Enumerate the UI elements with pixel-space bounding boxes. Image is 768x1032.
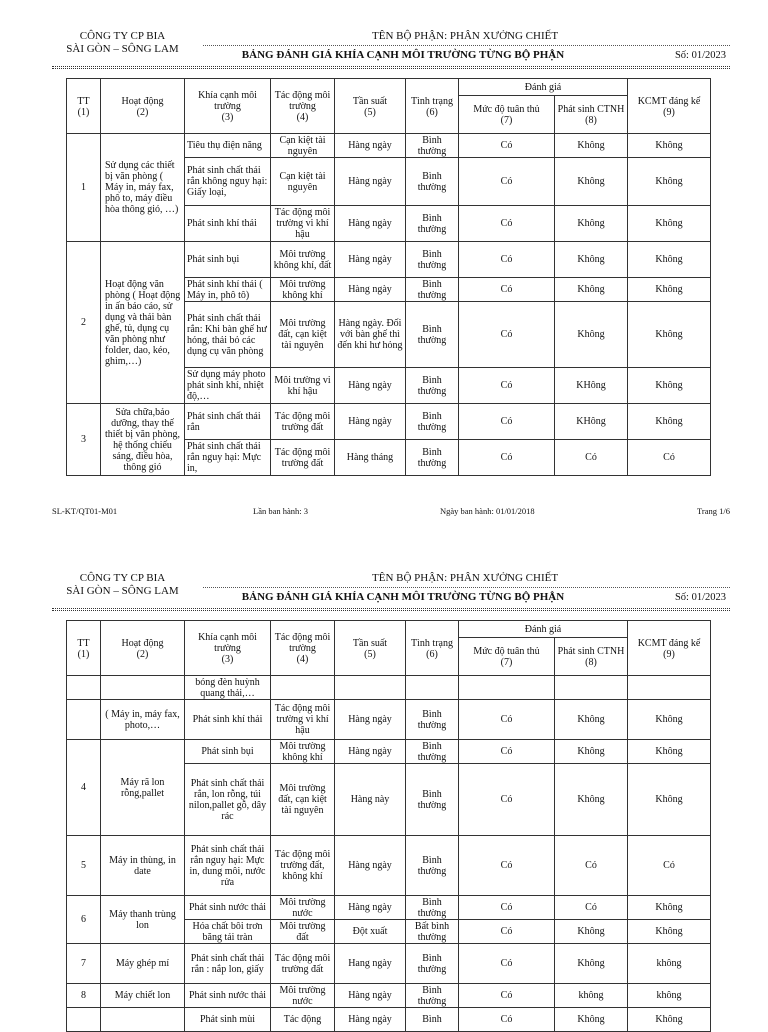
compliance-cell: Có [459,700,555,740]
activity-cell: Hoạt động văn phòng ( Hoạt động in ấn báo cáo, sử dụng và thải bàn ghế, tủ, dụng cụ văn phòng như folder, dao, kéo, ghim,…) [101,242,185,404]
company-line-2: SÀI GÒN – SÔNG LAM [66,585,179,597]
col-impact: Tác động môi trường (4) [271,621,335,676]
compliance-cell: Có [459,158,555,206]
aspect-cell: Phát sinh chất thải rắn [185,404,271,440]
frequency-cell: Hàng ngày [335,158,406,206]
frequency-cell: Hàng ngày [335,1008,406,1032]
page-header [0,30,768,74]
activity-cell: Máy in thùng, in date [101,836,185,896]
aspect-cell: Phát sinh khí thải ( Máy in, phô tô) [185,278,271,302]
status-cell: Bình thường [406,944,459,984]
aspect-cell: Phát sinh chất thải rắn không nguy hại: Giấy loại, [185,158,271,206]
frequency-cell: Hàng tháng [335,440,406,476]
compliance-cell: Có [459,764,555,836]
hazardous-waste-cell: Có [555,896,628,920]
tt-cell [67,700,101,740]
impact-cell: Tác động môi trường vi khí hậu [271,700,335,740]
significant-cell: Không [628,134,711,158]
status-cell: Bình thường [406,984,459,1008]
tt-cell: 5 [67,836,101,896]
hazardous-waste-cell: Không [555,242,628,278]
table-header [67,621,711,676]
hazardous-waste-cell: KHông [555,368,628,404]
company-name [40,572,205,598]
table-row [67,984,711,1008]
significant-cell [628,676,711,700]
compliance-cell: Có [459,368,555,404]
frequency-cell: Đột xuất [335,920,406,944]
col-status: Tình trạng (6) [406,621,459,676]
table-row [67,1008,711,1032]
status-cell: Bình thường [406,896,459,920]
footer-page: Trang 1/6 [697,506,730,516]
tt-cell: 4 [67,740,101,836]
table-row [67,404,711,440]
compliance-cell: Có [459,302,555,368]
frequency-cell: Hàng ngày [335,242,406,278]
hazardous-waste-cell: Không [555,944,628,984]
col-hazardous-waste: Phát sinh CTNH (8) [555,96,628,134]
aspect-cell: Phát sinh chất thải rắn nguy hại: Mực in, dung môi, nước rửa [185,836,271,896]
significant-cell: Có [628,440,711,476]
tt-cell: 3 [67,404,101,476]
col-frequency: Tần suất (5) [335,621,406,676]
company-name [40,30,205,56]
col-compliance: Mức độ tuân thủ (7) [459,638,555,676]
table-body [67,676,711,1032]
hazardous-waste-cell: không [555,984,628,1008]
aspect-cell: Phát sinh nước thải [185,984,271,1008]
hazardous-waste-cell: Có [555,440,628,476]
col-impact: Tác động môi trường (4) [271,79,335,134]
compliance-cell [459,676,555,700]
aspect-cell: Phát sinh chất thải rắn : nắp lon, giấy [185,944,271,984]
activity-cell [101,676,185,700]
header-rule [52,66,730,67]
header-separator [203,587,730,588]
aspect-cell: Tiêu thụ điện năng [185,134,271,158]
impact-cell: Tác động môi trường đất, không khí [271,836,335,896]
impact-cell: Tác động môi trường vi khí hậu [271,206,335,242]
tt-cell: 2 [67,242,101,404]
assessment-table-page-2 [66,620,711,1032]
document-title: BẢNG ĐÁNH GIÁ KHÍA CẠNH MÔI TRƯỜNG TỪNG BỘ PHẬN [241,591,565,603]
status-cell: Bình thường [406,242,459,278]
table-row [67,896,711,920]
aspect-cell: Phát sinh chất thải rắn nguy hại: Mực in, [185,440,271,476]
compliance-cell: Có [459,206,555,242]
significant-cell: Không [628,368,711,404]
document-number: Số: 01/2023 [674,592,726,603]
compliance-cell: Có [459,1008,555,1032]
frequency-cell: Hàng ngày [335,984,406,1008]
status-cell: Bình thường [406,404,459,440]
activity-cell: Máy rã lon rỗng,pallet [101,740,185,836]
department-name: TÊN BỘ PHẬN: PHÂN XƯỞNG CHIẾT [372,30,559,42]
aspect-cell: Phát sinh bụi [185,740,271,764]
aspect-cell: Hóa chất bôi trơn băng tải tràn [185,920,271,944]
header-rule-2 [52,610,730,611]
hazardous-waste-cell: KHông [555,404,628,440]
status-cell: Bình thường [406,700,459,740]
significant-cell: Không [628,740,711,764]
compliance-cell: Có [459,278,555,302]
status-cell: Bình thường [406,836,459,896]
status-cell: Bình thường [406,278,459,302]
significant-cell: Không [628,896,711,920]
activity-cell [101,1008,185,1032]
significant-cell: không [628,984,711,1008]
hazardous-waste-cell: Có [555,836,628,896]
col-tt: TT (1) [67,621,101,676]
status-cell: Bình thường [406,134,459,158]
col-significant: KCMT đáng kể (9) [628,79,711,134]
activity-cell: Sử dụng các thiết bị văn phòng ( Máy in, máy fax, phô to, máy điều hòa thông gió, …) [101,134,185,242]
col-evaluation: Đánh giá [459,621,628,638]
compliance-cell: Có [459,836,555,896]
status-cell: Bất bình thường [406,920,459,944]
compliance-cell: Có [459,944,555,984]
significant-cell: Không [628,278,711,302]
status-cell: Bình thường [406,368,459,404]
status-cell: Bình thường [406,302,459,368]
activity-cell: Máy chiết lon [101,984,185,1008]
frequency-cell: Hàng ngày. Đối với bàn ghế thì đến khi hư hỏng [335,302,406,368]
company-line-2: SÀI GÒN – SÔNG LAM [66,43,179,55]
footer-date: Ngày ban hành: 01/01/2018 [440,506,535,516]
table-row [67,676,711,700]
activity-cell: Máy thanh trùng lon [101,896,185,944]
aspect-cell: bóng đèn huỳnh quang thải,… [185,676,271,700]
col-compliance: Mức độ tuân thủ (7) [459,96,555,134]
impact-cell: Môi trường đất, cạn kiệt tài nguyên [271,764,335,836]
frequency-cell: Hàng ngày [335,740,406,764]
col-evaluation: Đánh giá [459,79,628,96]
frequency-cell: Hàng ngày [335,206,406,242]
compliance-cell: Có [459,896,555,920]
significant-cell: Không [628,764,711,836]
frequency-cell: Hàng này [335,764,406,836]
hazardous-waste-cell: Không [555,206,628,242]
hazardous-waste-cell: Không [555,158,628,206]
footer-edition: Lần ban hành: 3 [253,506,308,516]
compliance-cell: Có [459,440,555,476]
aspect-cell: Phát sinh bụi [185,242,271,278]
table-row [67,700,711,740]
compliance-cell: Có [459,984,555,1008]
hazardous-waste-cell: Không [555,700,628,740]
frequency-cell: Hang ngày [335,944,406,984]
table-row [67,740,711,764]
impact-cell: Môi trường không khí [271,278,335,302]
status-cell: Bình thường [406,740,459,764]
aspect-cell: Phát sinh khí thải [185,700,271,740]
frequency-cell: Hàng ngày [335,134,406,158]
table-row [67,944,711,984]
impact-cell: Môi trường đất, cạn kiệt tài nguyên [271,302,335,368]
aspect-cell: Phát sinh nước thải [185,896,271,920]
activity-cell: Máy ghép mí [101,944,185,984]
compliance-cell: Có [459,242,555,278]
frequency-cell: Hàng ngày [335,700,406,740]
document-number: Số: 01/2023 [674,50,726,61]
aspect-cell: Phát sinh khí thải [185,206,271,242]
hazardous-waste-cell: Không [555,740,628,764]
col-status: Tình trạng (6) [406,79,459,134]
impact-cell: Môi trường nước [271,984,335,1008]
col-activity: Hoạt động (2) [101,621,185,676]
significant-cell: Không [628,242,711,278]
page-header [0,572,768,616]
impact-cell: Tác động môi trường đất [271,440,335,476]
table-row [67,836,711,896]
page-1 [0,30,768,516]
header-rule [52,608,730,609]
hazardous-waste-cell: Không [555,134,628,158]
significant-cell: không [628,944,711,984]
tt-cell: 6 [67,896,101,944]
company-line-1: CÔNG TY CP BIA [79,572,166,584]
tt-cell [67,1008,101,1032]
col-hazardous-waste: Phát sinh CTNH (8) [555,638,628,676]
hazardous-waste-cell: Không [555,1008,628,1032]
impact-cell: Tác động [271,1008,335,1032]
status-cell: Bình thường [406,158,459,206]
table-body [67,134,711,476]
col-tt: TT (1) [67,79,101,134]
impact-cell: Tác động môi trường đất [271,944,335,984]
activity-cell: ( Máy in, máy fax, photo,… [101,700,185,740]
document-title: BẢNG ĐÁNH GIÁ KHÍA CẠNH MÔI TRƯỜNG TỪNG BỘ PHẬN [241,49,565,61]
frequency-cell: Hàng ngày [335,278,406,302]
impact-cell [271,676,335,700]
header-separator [203,45,730,46]
frequency-cell: Hàng ngày [335,896,406,920]
impact-cell: Môi trường vi khí hậu [271,368,335,404]
assessment-table-page-1 [66,78,711,476]
col-aspect: Khía cạnh môi trường (3) [185,621,271,676]
hazardous-waste-cell [555,676,628,700]
status-cell: Bình thường [406,764,459,836]
aspect-cell: Phát sinh chất thải rắn, lon rỗng, túi nilon,pallet gỗ, dây rác [185,764,271,836]
table-row [67,134,711,158]
significant-cell: Không [628,700,711,740]
significant-cell: Có [628,836,711,896]
tt-cell: 1 [67,134,101,242]
impact-cell: Tác động môi trường đất [271,404,335,440]
impact-cell: Môi trường không khí [271,740,335,764]
impact-cell: Môi trường không khí, đất [271,242,335,278]
significant-cell: Không [628,1008,711,1032]
significant-cell: Không [628,158,711,206]
compliance-cell: Có [459,920,555,944]
col-frequency: Tần suất (5) [335,79,406,134]
header-rule-2 [52,68,730,69]
col-aspect: Khía cạnh môi trường (3) [185,79,271,134]
status-cell [406,676,459,700]
significant-cell: Không [628,206,711,242]
col-activity: Hoạt động (2) [101,79,185,134]
col-significant: KCMT đáng kể (9) [628,621,711,676]
impact-cell: Môi trường nước [271,896,335,920]
footer-code: SL-KT/QT01-M01 [52,506,118,516]
compliance-cell: Có [459,740,555,764]
tt-cell [67,676,101,700]
company-line-1: CÔNG TY CP BIA [79,30,166,42]
table-header [67,79,711,134]
frequency-cell: Hàng ngày [335,404,406,440]
aspect-cell: Sử dụng máy photo phát sinh khí, nhiệt độ,… [185,368,271,404]
status-cell: Bình thường [406,440,459,476]
hazardous-waste-cell: Không [555,302,628,368]
status-cell: Bình thường [406,206,459,242]
hazardous-waste-cell: Không [555,920,628,944]
hazardous-waste-cell: Không [555,764,628,836]
significant-cell: Không [628,920,711,944]
status-cell: Bình [406,1008,459,1032]
hazardous-waste-cell: Không [555,278,628,302]
frequency-cell: Hàng ngày [335,836,406,896]
significant-cell: Không [628,404,711,440]
compliance-cell: Có [459,404,555,440]
frequency-cell [335,676,406,700]
tt-cell: 7 [67,944,101,984]
activity-cell: Sửa chữa,bảo dưỡng, thay thế thiết bị văn phòng, hệ thống chiếu sáng, điều hòa, thông gió [101,404,185,476]
significant-cell: Không [628,302,711,368]
tt-cell: 8 [67,984,101,1008]
table-row [67,242,711,278]
aspect-cell: Phát sinh mùi [185,1008,271,1032]
aspect-cell: Phát sinh chất thải rắn: Khi bàn ghế hư hỏng, thải bỏ các dụng cụ văn phòng [185,302,271,368]
impact-cell: Môi trường đất [271,920,335,944]
department-name: TÊN BỘ PHẬN: PHÂN XƯỞNG CHIẾT [372,572,559,584]
frequency-cell: Hàng ngày [335,368,406,404]
page-2 [0,572,768,1025]
impact-cell: Cạn kiệt tài nguyên [271,134,335,158]
compliance-cell: Có [459,134,555,158]
impact-cell: Cạn kiệt tài nguyên [271,158,335,206]
